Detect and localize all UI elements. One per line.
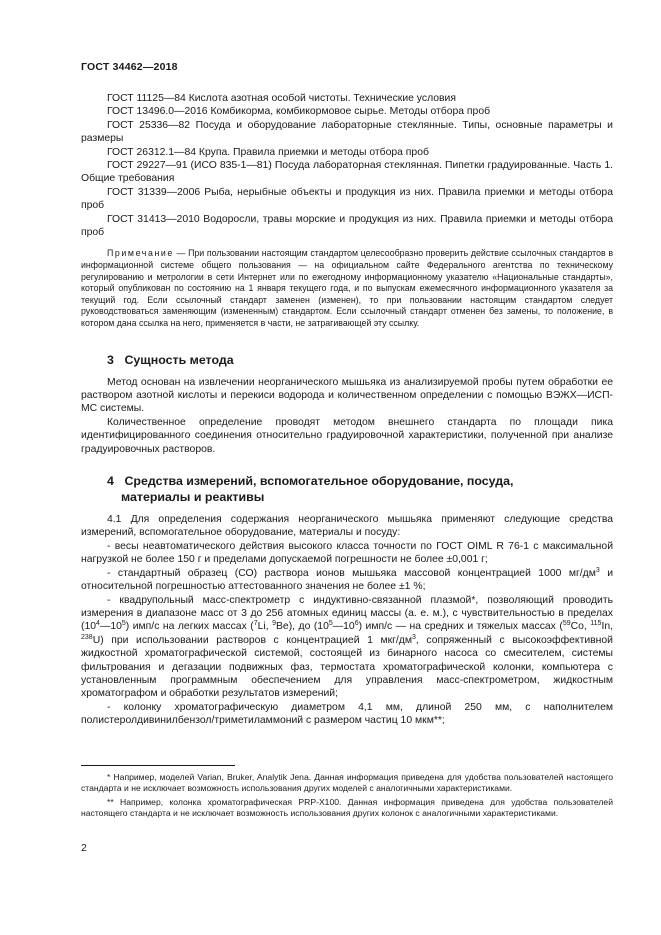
superscript: 3 bbox=[595, 566, 600, 574]
text-run: —10 bbox=[332, 621, 355, 633]
superscript: 238 bbox=[81, 633, 93, 641]
text-run: Li, bbox=[257, 621, 273, 633]
text-run: Be), до (10 bbox=[275, 621, 329, 633]
section-4-paragraph: 4.1 Для определения содержания неорганического мышьяка применяют следующие средства измерений, вспомогательное оборудование, материалы и посуду: bbox=[81, 514, 613, 539]
list-item-scales: - весы неавтоматического действия высокого класса точности по ГОСТ OIML R 76-1 с максимальной нагрузкой не более 150 г и пределами допускаемой погрешности не более ±0,001 г; bbox=[81, 540, 613, 566]
superscript: 4 bbox=[96, 620, 100, 628]
footnote: ** Например, колонка хроматографическая PRP-X100. Данная информация приведена для удобства пользователей настоящего стандарта и не исключает возможность использования других колонок с аналогичными характеристиками. bbox=[81, 797, 613, 818]
section-title-line1: Средства измерений, вспомогательное оборудование, посуда, bbox=[124, 474, 514, 489]
superscript: 7 bbox=[253, 620, 258, 628]
footnote-separator bbox=[81, 765, 235, 766]
section-3-paragraph: Метод основан на извлечении неорганического мышьяка из анализируемой пробы путем обработки ее раствором азотной кислоты и перекиси водорода и количественном определении с помощью ВЭЖХ—ИСП-МС системы. bbox=[81, 376, 613, 415]
reference-item: ГОСТ 26312.1—84 Крупа. Правила приемки и методы отбора проб bbox=[107, 146, 429, 158]
references-list bbox=[81, 92, 613, 239]
list-item-mass-spectrometer bbox=[81, 594, 613, 701]
section-number: 4 bbox=[107, 474, 114, 489]
note-paragraph bbox=[81, 248, 613, 329]
reference-item: ГОСТ 31339—2006 Рыба, нерыбные объекты и продукция из них. Правила приемки и методы отбора проб bbox=[81, 186, 613, 212]
section-title: Сущность метода bbox=[124, 352, 234, 367]
note-label: Примечание bbox=[107, 248, 174, 259]
text-run: и относительной погрешностью аттестованного значения не более ±1 %; bbox=[81, 567, 613, 593]
text-run: - стандартный образец (СО) раствора ионов мышьяка массовой концентрацией 1000 мг/дм bbox=[107, 567, 596, 579]
text-run: ) имп/с — на средних и тяжелых массах ( bbox=[358, 621, 563, 633]
superscript: 9 bbox=[272, 620, 276, 628]
section-4-heading bbox=[81, 473, 613, 505]
text-run: U) при использовании растворов с концентрацией 1 мкг/дм bbox=[92, 634, 413, 646]
reference-item: ГОСТ 31413—2010 Водоросли, травы морские и продукция из них. Правила приемки и методы отбора проб bbox=[81, 213, 613, 239]
reference-item: ГОСТ 13496.0—2016 Комбикорма, комбикормовое сырье. Методы отбора проб bbox=[107, 106, 491, 118]
section-title-line2: материалы и реактивы bbox=[121, 490, 265, 505]
section-3-paragraph: Количественное определение проводят методом внешнего стандарта по площади пика идентифицированного соединения относительно градуировочной характеристики, полученной при анализе градуировочных растворов. bbox=[81, 416, 613, 455]
document-header: ГОСТ 34462—2018 bbox=[81, 61, 178, 73]
section-3-heading bbox=[81, 352, 613, 368]
reference-item: ГОСТ 25336—82 Посуда и оборудование лабораторные стеклянные. Типы, основные параметры и размеры bbox=[81, 119, 613, 145]
text-run: ) имп/с на легких массах ( bbox=[125, 621, 254, 633]
text-run: In, bbox=[601, 621, 613, 633]
text-run: Co, bbox=[570, 621, 591, 633]
page-number: 2 bbox=[81, 842, 87, 854]
superscript: 115 bbox=[590, 620, 602, 628]
text-run: - квадрупольный масс-спектрометр с индуктивно-связанной плазмой*, позволяющий проводить измерения в диапазоне масс от 3 до 256 атомных единиц массы (а. е. м.), с чувствительностью в пределах (10 bbox=[81, 594, 613, 633]
text-run: , сопряженный с высокоэффективной жидкостной хроматографической системой, состоящей из бинарного насоса со смесителем, системы фильтрования и дегазации подвижных фаз, термостата хроматографической колонки, компьютера с установленным программным обеспечением для управления масс-спектрометром, жидкостным хроматографом и обработки результатов измерений; bbox=[81, 634, 613, 700]
list-item-column: - колонку хроматографическую диаметром 4,1 мм, длиной 250 мм, с наполнителем полистеролдивинилбензол/триметиламмоний с размером частиц 10 мкм**; bbox=[81, 701, 613, 727]
note-text: — При пользовании настоящим стандартом целесообразно проверить действие ссылочных стандартов в информационной системе общего пользования — на официальном сайте Федерального агентства по техническому регулированию и метрологии в сети Интернет или по ежегодному информационному указателю «Национальные стандарты», который опубликован по состоянию на 1 января текущего года, и по выпускам ежемесячного информационного указателя за текущий год. Если ссылочный стандарт заменен (изменен), то при пользовании настоящим стандартом следует руководствоваться заменяющим (измененным) стандартом. Если ссылочный стандарт отменен без замены, то положение, в котором дана ссылка на него, применяется в части, не затрагивающей эту ссылку. bbox=[81, 248, 613, 329]
superscript: 6 bbox=[354, 620, 359, 628]
page-content bbox=[81, 92, 613, 728]
text-run: —10 bbox=[99, 621, 122, 633]
section-number: 3 bbox=[107, 352, 114, 367]
superscript: 5 bbox=[121, 620, 126, 628]
superscript: 59 bbox=[562, 620, 571, 628]
footnote: * Например, моделей Varian, Bruker, Analytik Jena. Данная информация приведена для удобства пользователей настоящего стандарта и не исключает возможность использования других моделей с аналогичными характеристиками. bbox=[81, 772, 613, 793]
superscript: 5 bbox=[328, 620, 333, 628]
footnotes bbox=[81, 772, 613, 822]
reference-item: ГОСТ 29227—91 (ИСО 835-1—81) Посуда лабораторная стеклянная. Пипетки градуированные. Часть 1. Общие требования bbox=[81, 160, 613, 185]
superscript: 3 bbox=[412, 633, 416, 641]
reference-item: ГОСТ 11125—84 Кислота азотная особой чистоты. Технические условия bbox=[107, 93, 456, 104]
list-item-reference-sample bbox=[81, 567, 613, 594]
